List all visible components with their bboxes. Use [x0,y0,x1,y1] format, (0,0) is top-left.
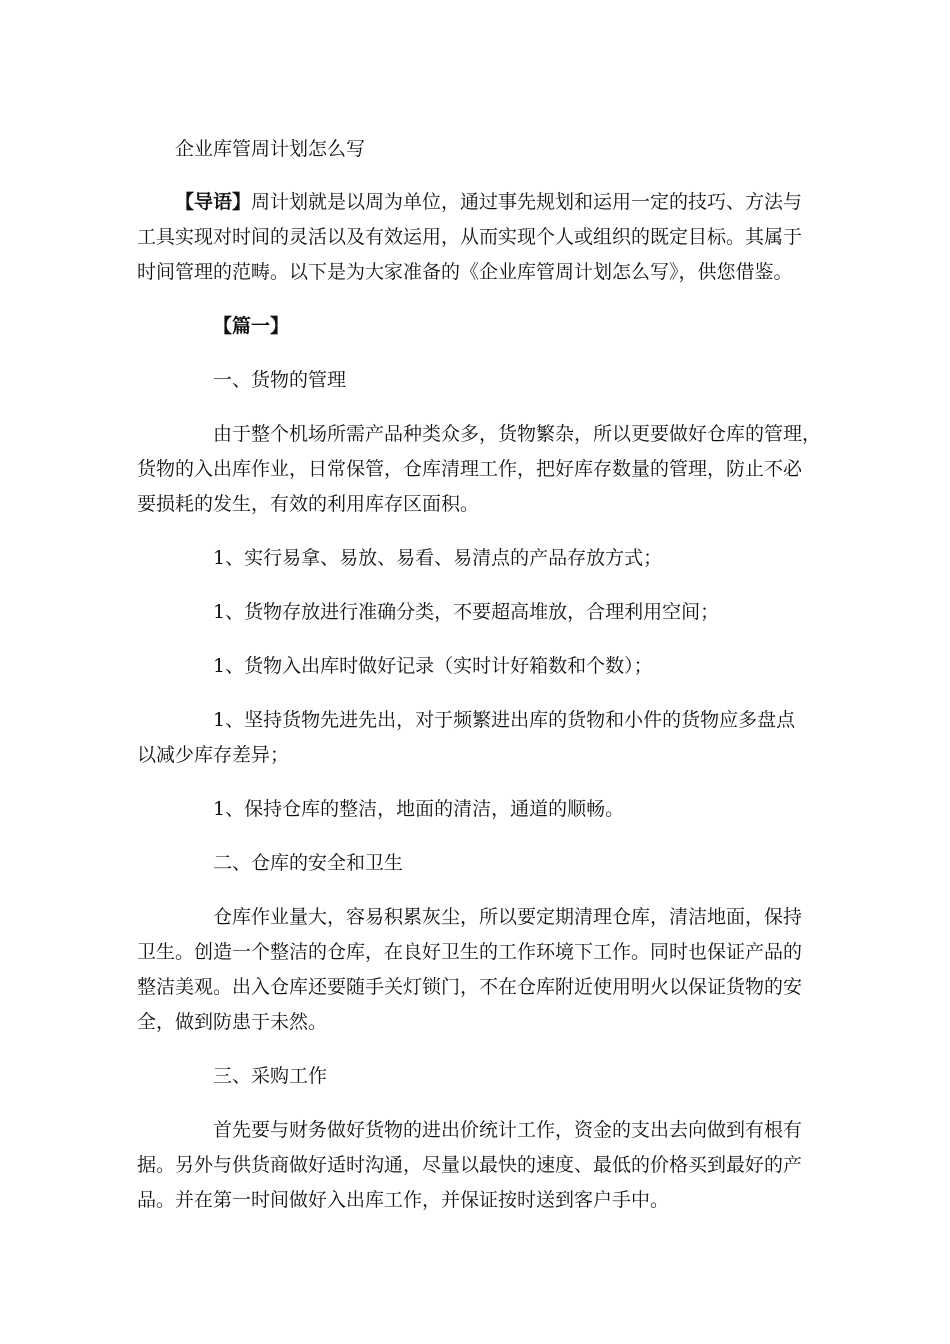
section-heading-3: 三、采购工作 [213,1065,328,1087]
part-label: 【篇一】 [213,315,290,337]
intro-line-1 [175,186,802,218]
section-1-para-line-3: 要损耗的发生，有效的利用库存区面积。 [137,493,480,515]
list-item-1: 1、实行易拿、易放、易看、易清点的产品存放方式； [213,547,663,569]
section-heading-1: 一、货物的管理 [213,369,347,391]
section-1-para-line-1: 由于整个机场所需产品种类众多，货物繁杂，所以更要做好仓库的管理， [213,423,822,445]
section-3-para-line-2: 据。另外与供货商做好适时沟通，尽量以最快的速度、最低的价格买到最好的产 [137,1154,803,1176]
list-item-4-line-1: 1、坚持货物先进先出，对于频繁进出库的货物和小件的货物应多盘点 [213,709,796,731]
document-title: 企业库管周计划怎么写 [175,138,366,160]
section-2-para-line-1: 仓库作业量大，容易积累灰尘，所以要定期清理仓库，清洁地面，保持 [213,906,803,928]
section-1-para-line-2: 货物的入出库作业，日常保管，仓库清理工作，把好库存数量的管理，防止不必 [137,458,803,480]
section-2-para-line-2: 卫生。创造一个整洁的仓库，在良好卫生的工作环境下工作。同时也保证产品的 [137,941,803,963]
section-3-para-line-1: 首先要与财务做好货物的进出价统计工作，资金的支出去向做到有根有 [213,1119,803,1141]
intro-text: 周计划就是以周为单位，通过事先规划和运用一定的技巧、方法与 [251,191,803,213]
list-item-5: 1、保持仓库的整洁，地面的清洁，通道的顺畅。 [213,798,625,820]
intro-label: 【导语】 [175,191,252,213]
section-heading-2: 二、仓库的安全和卫生 [213,852,404,874]
intro-line-2: 工具实现对时间的灵活以及有效运用，从而实现个人或组织的既定目标。其属于 [137,226,803,248]
section-2-para-line-3: 整洁美观。出入仓库还要随手关灯锁门，不在仓库附近使用明火以保证货物的安 [137,976,803,998]
list-item-2: 1、货物存放进行准确分类，不要超高堆放，合理利用空间； [213,601,720,623]
list-item-4-line-2: 以减少库存差异； [137,744,290,766]
intro-line-3: 时间管理的范畴。以下是为大家准备的《企业库管周计划怎么写》，供您借鉴。 [137,261,793,283]
list-item-3: 1、货物入出库时做好记录（实时计好箱数和个数）； [213,655,653,677]
section-3-para-line-3: 品。并在第一时间做好入出库工作，并保证按时送到客户手中。 [137,1189,670,1211]
section-2-para-line-4: 全，做到防患于未然。 [137,1011,328,1033]
